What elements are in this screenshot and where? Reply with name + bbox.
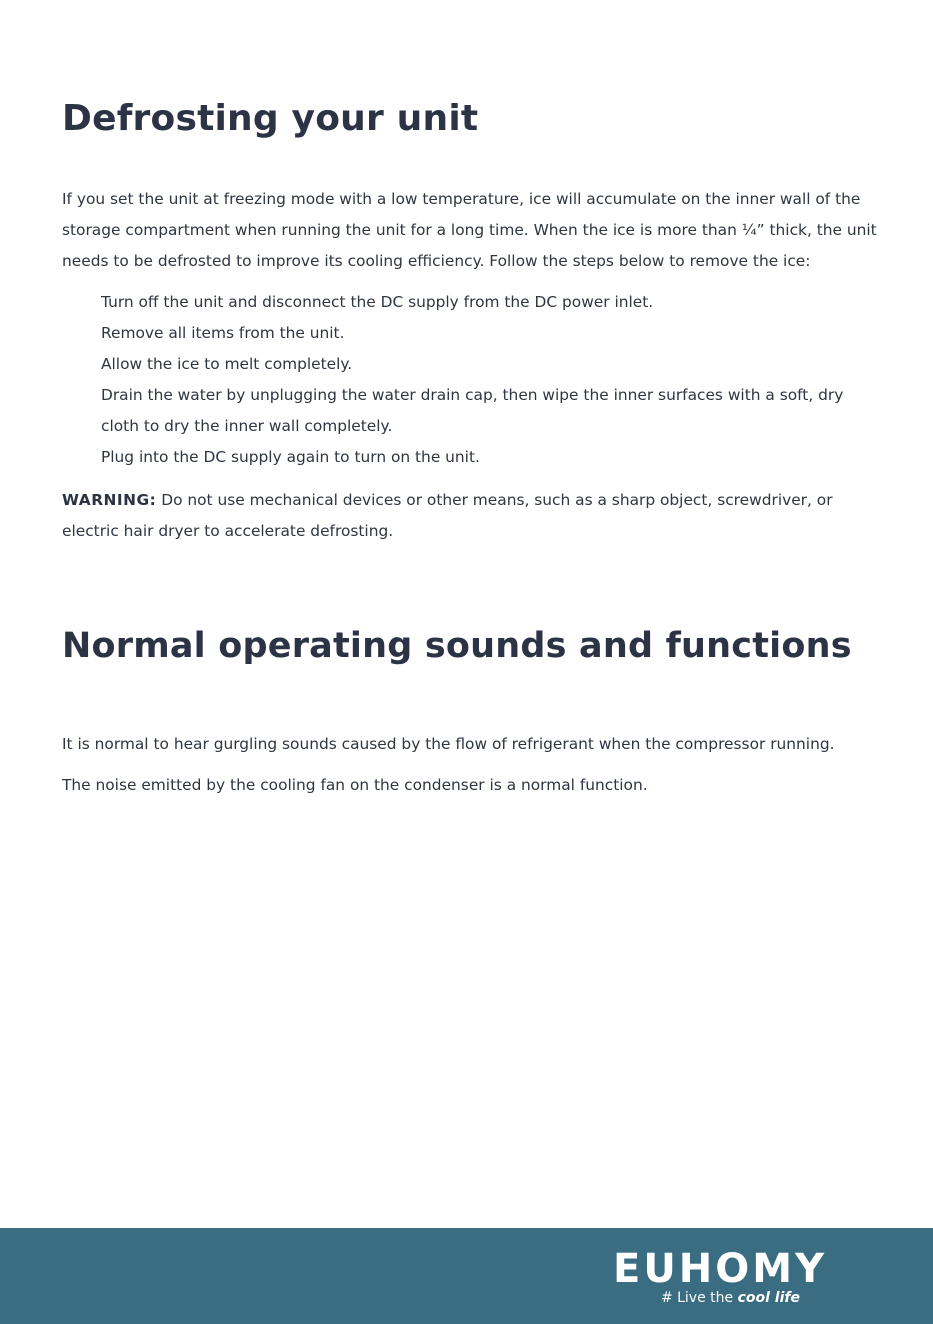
defrost-intro-paragraph: If you set the unit at freezing mode with a low temperature, ice will accumulate on the inner wall of the storage compartment when running the unit for a long time. When the ice is more than ¼” thick, the unit needs to be defrosted to improve its cooling efficiency. Follow the steps below to remove the ice: bbox=[62, 190, 877, 270]
brand-logo bbox=[613, 1246, 838, 1318]
brand-logo-wordmark: EUHOMY bbox=[613, 1246, 828, 1292]
brand-tagline bbox=[661, 1290, 800, 1306]
defrost-step-4: Drain the water by unplugging the water drain cap, then wipe the inner surfaces with a soft, dry cloth to dry the inner wall completely. bbox=[101, 386, 844, 435]
warning-text: Do not use mechanical devices or other means, such as a sharp object, screwdriver, or electric hair dryer to accelerate defrosting. bbox=[62, 491, 833, 540]
brand-tagline-emphasis: cool life bbox=[737, 1290, 800, 1306]
sounds-paragraph-2: The noise emitted by the cooling fan on the condenser is a normal function. bbox=[62, 776, 648, 794]
defrost-step-1: Turn off the unit and disconnect the DC supply from the DC power inlet. bbox=[101, 293, 654, 311]
warning-label: WARNING: bbox=[62, 491, 157, 509]
footer-band bbox=[0, 1228, 933, 1324]
defrost-step-2: Remove all items from the unit. bbox=[101, 324, 345, 342]
defrost-steps-list bbox=[101, 287, 861, 473]
sounds-paragraph-1: It is normal to hear gurgling sounds caused by the flow of refrigerant when the compressor running. bbox=[62, 735, 835, 753]
section-title-operating-sounds: Normal operating sounds and functions bbox=[62, 626, 852, 666]
defrost-step-3: Allow the ice to melt completely. bbox=[101, 355, 353, 373]
warning-paragraph bbox=[62, 485, 852, 547]
defrost-step-5: Plug into the DC supply again to turn on the unit. bbox=[101, 448, 480, 466]
section-title-defrosting: Defrosting your unit bbox=[62, 98, 479, 139]
brand-tagline-prefix: # Live the bbox=[660, 1290, 738, 1306]
